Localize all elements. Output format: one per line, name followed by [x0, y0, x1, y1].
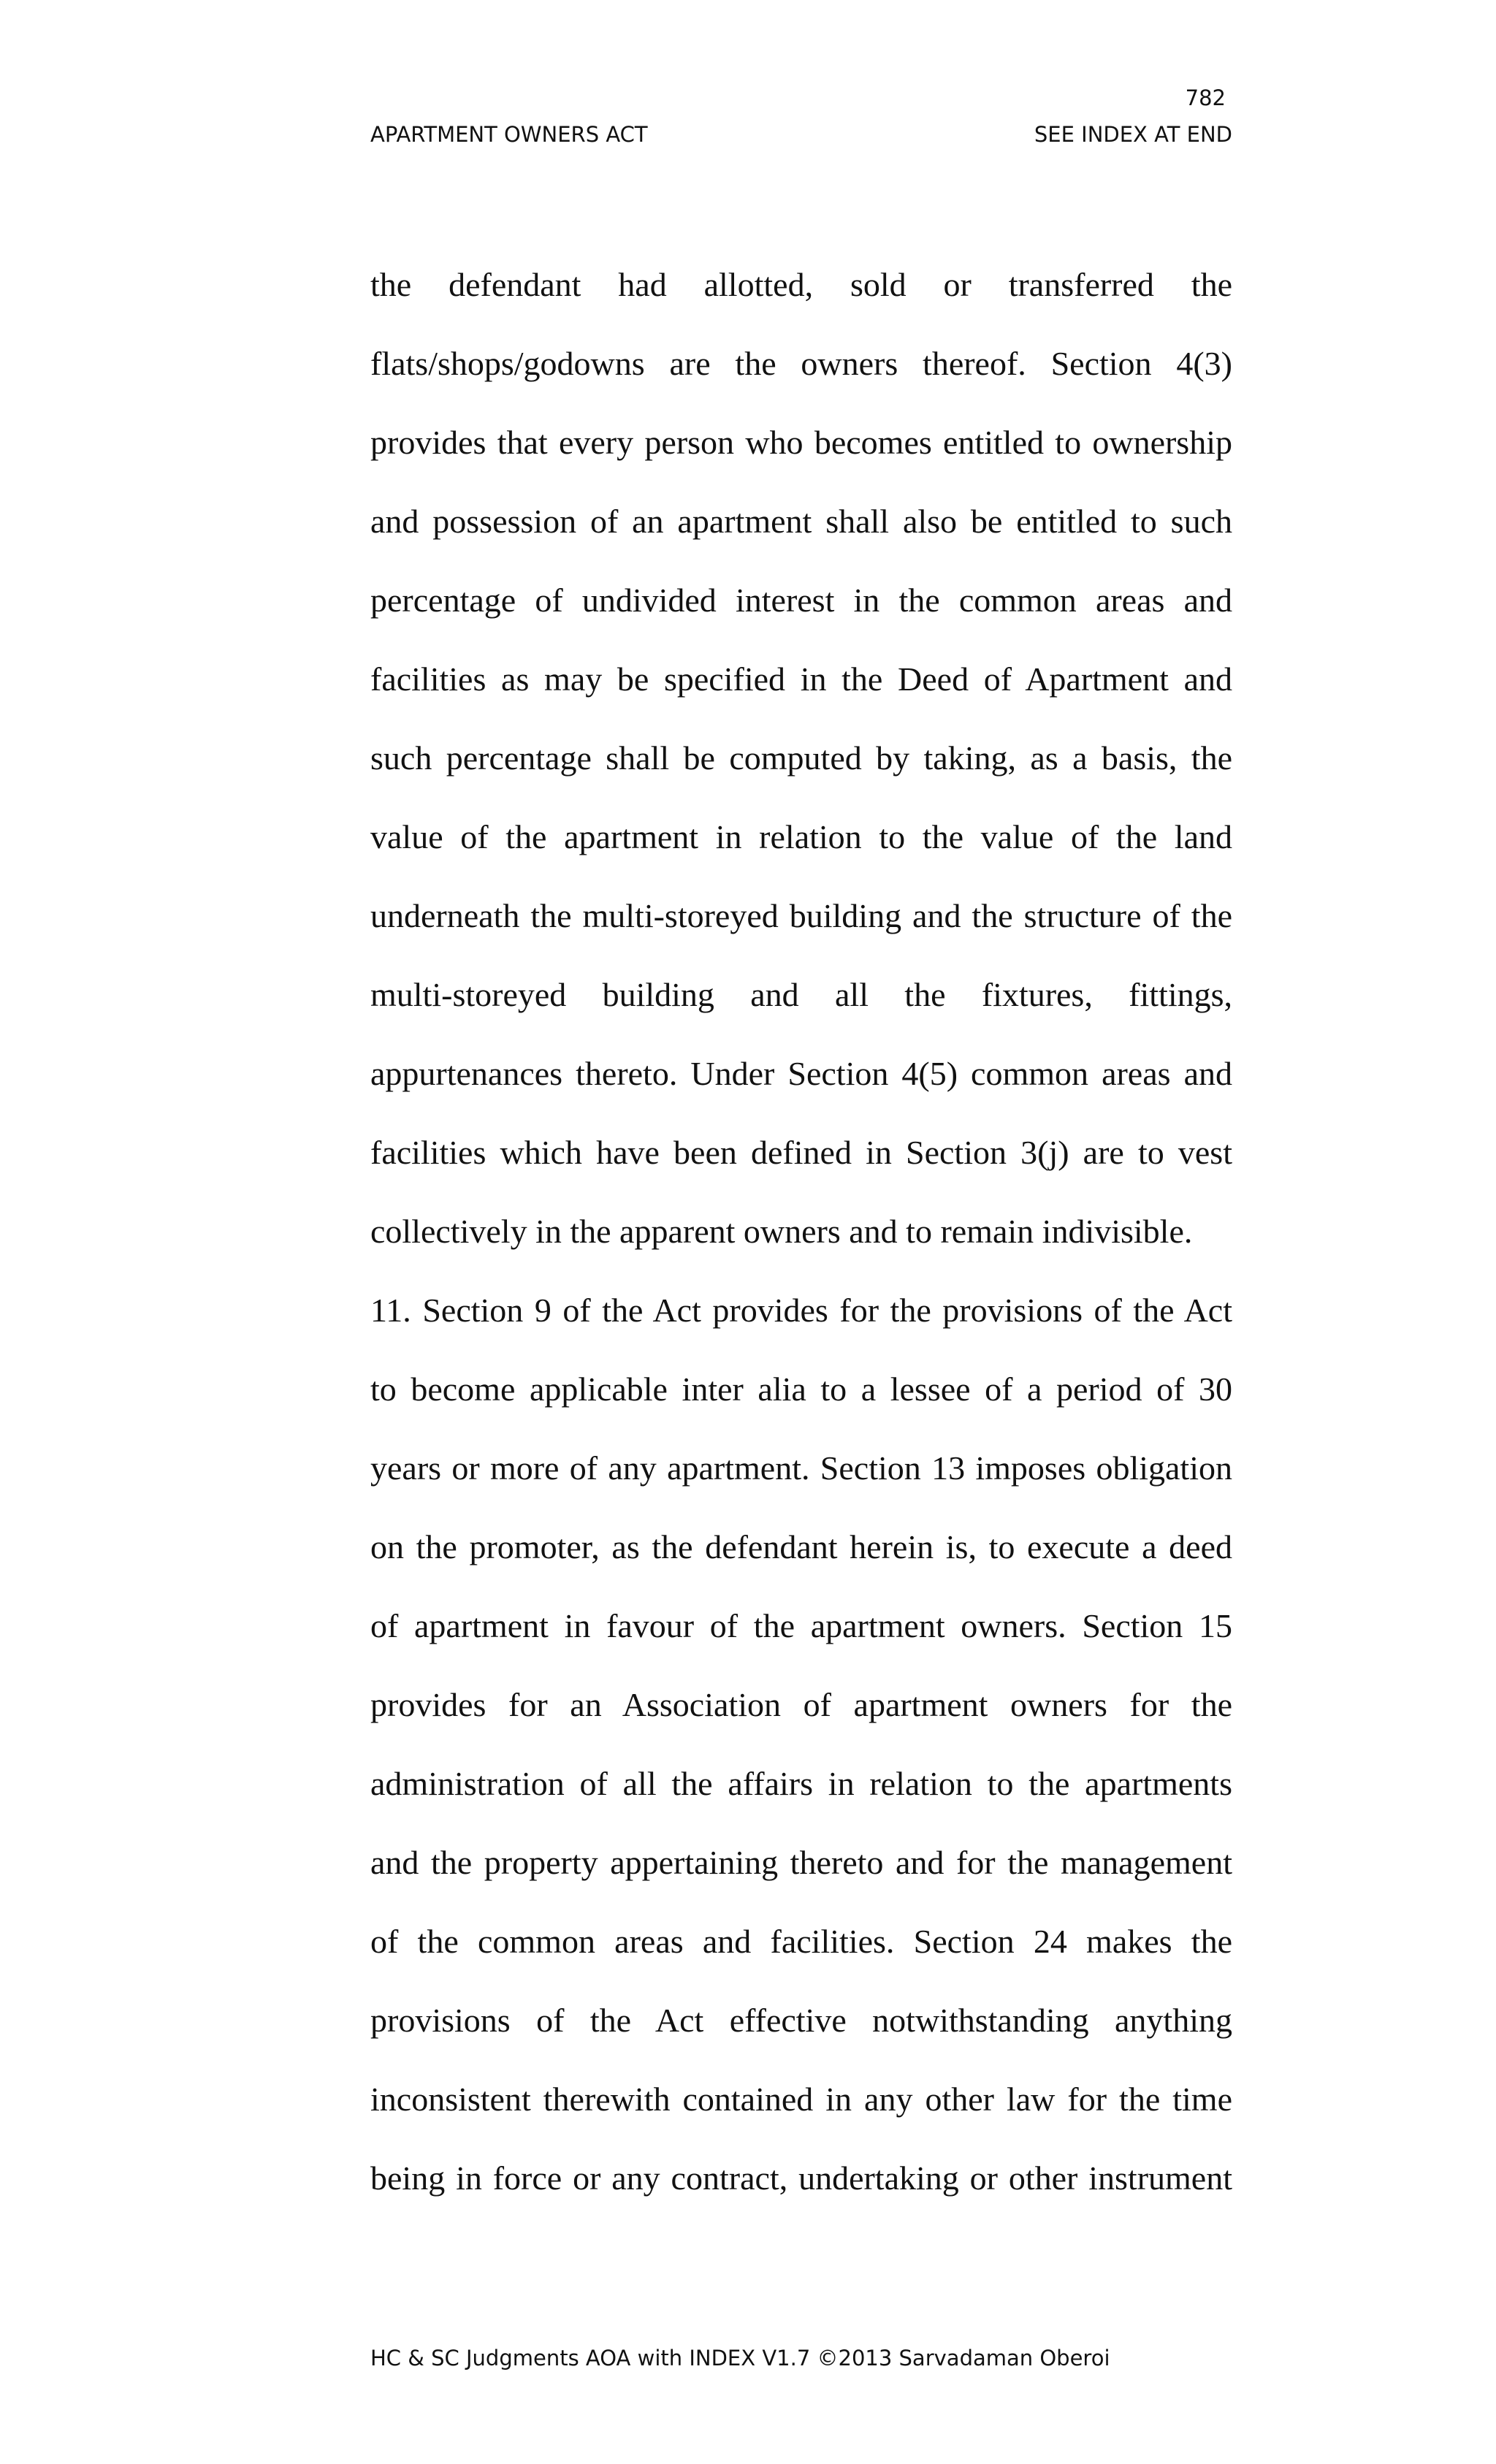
text-line: facilities which have been defined in Section 3(j) are to vest: [370, 1134, 1232, 1171]
text-line: collectively in the apparent owners and to remain indivisible.: [370, 1213, 1193, 1250]
text-line: underneath the multi-storeyed building and the structure of the: [370, 897, 1232, 934]
text-line: to become applicable inter alia to a lessee of a period of 30: [370, 1370, 1232, 1408]
text-line: 11. Section 9 of the Act provides for the provisions of the Act: [370, 1292, 1232, 1329]
text-line: being in force or any contract, undertaking or other instrument: [370, 2159, 1232, 2197]
text-line: multi-storeyed building and all the fixtures, fittings,: [370, 976, 1232, 1013]
text-line: the defendant had allotted, sold or transferred the: [370, 266, 1232, 303]
page-number: 782: [1185, 85, 1226, 110]
text-line: on the promoter, as the defendant herein is, to execute a deed: [370, 1528, 1232, 1565]
text-line: flats/shops/godowns are the owners thereof. Section 4(3): [370, 345, 1232, 382]
text-line: inconsistent therewith contained in any other law for the time: [370, 2080, 1232, 2118]
footer: HC & SC Judgments AOA with INDEX V1.7 ©2013 Sarvadaman Oberoi: [370, 2346, 1110, 2370]
body-text: [370, 267, 1232, 2240]
text-line: and possession of an apartment shall also be entitled to such: [370, 503, 1232, 540]
text-line: of the common areas and facilities. Section 24 makes the: [370, 1923, 1232, 1960]
text-line: years or more of any apartment. Section 13 imposes obligation: [370, 1449, 1232, 1487]
text-line: percentage of undivided interest in the common areas and: [370, 581, 1232, 619]
text-line: provides for an Association of apartment owners for the: [370, 1686, 1232, 1723]
text-line: and the property appertaining thereto and for the management: [370, 1844, 1232, 1881]
header-index-note: SEE INDEX AT END: [1034, 122, 1232, 147]
header-title: APARTMENT OWNERS ACT: [370, 122, 648, 147]
text-line: value of the apartment in relation to the value of the land: [370, 818, 1232, 855]
text-line: provisions of the Act effective notwithstanding anything: [370, 2002, 1232, 2039]
text-line: such percentage shall be computed by taking, as a basis, the: [370, 739, 1232, 777]
text-line: of apartment in favour of the apartment owners. Section 15: [370, 1607, 1232, 1644]
running-header: [370, 124, 1232, 145]
text-line: administration of all the affairs in relation to the apartments: [370, 1765, 1232, 1802]
text-line: facilities as may be specified in the Deed of Apartment and: [370, 660, 1232, 698]
text-line: appurtenances thereto. Under Section 4(5) common areas and: [370, 1055, 1232, 1092]
text-line: provides that every person who becomes entitled to ownership: [370, 424, 1232, 461]
